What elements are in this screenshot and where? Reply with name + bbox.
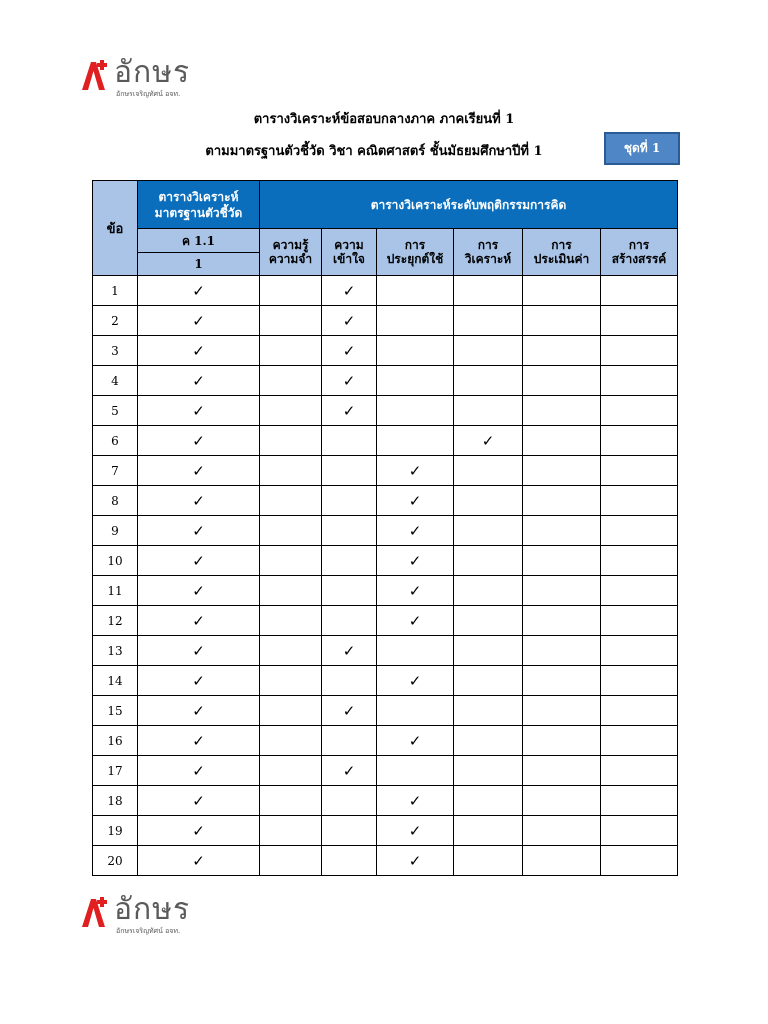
level-cell-1 (322, 666, 377, 696)
level-cell-1 (322, 546, 377, 576)
level-cell-2 (377, 426, 454, 456)
level-cell-1: ✓ (322, 636, 377, 666)
logo-a-icon (80, 58, 110, 92)
level-cell-2: ✓ (377, 786, 454, 816)
level-cell-2 (377, 696, 454, 726)
standard-check-cell: ✓ (138, 486, 260, 516)
row-number: 3 (93, 336, 138, 366)
level-cell-1 (322, 516, 377, 546)
level-cell-3 (454, 396, 523, 426)
level-cell-1 (322, 786, 377, 816)
level-cell-1 (322, 456, 377, 486)
level-cell-1: ✓ (322, 306, 377, 336)
level-cell-0 (260, 456, 322, 486)
row-number: 9 (93, 516, 138, 546)
level-cell-2: ✓ (377, 846, 454, 876)
level-cell-0 (260, 516, 322, 546)
level-cell-0 (260, 636, 322, 666)
standard-check-cell: ✓ (138, 546, 260, 576)
level-cell-4 (523, 366, 601, 396)
level-header-5: การ สร้างสรรค์ (601, 229, 678, 276)
level-cell-1: ✓ (322, 366, 377, 396)
col-header-behavior: ตารางวิเคราะห์ระดับพฤติกรรมการคิด (260, 181, 678, 229)
level-cell-3 (454, 816, 523, 846)
level-cell-2 (377, 636, 454, 666)
level-cell-3 (454, 726, 523, 756)
level-cell-0 (260, 306, 322, 336)
level-cell-4 (523, 816, 601, 846)
level-cell-3 (454, 666, 523, 696)
level-cell-0 (260, 846, 322, 876)
level-cell-5 (601, 576, 678, 606)
level-cell-0 (260, 546, 322, 576)
table-row (93, 516, 678, 546)
table-row (93, 456, 678, 486)
standard-check-cell: ✓ (138, 726, 260, 756)
standard-check-cell: ✓ (138, 576, 260, 606)
level-cell-3 (454, 846, 523, 876)
standard-check-cell: ✓ (138, 516, 260, 546)
level-cell-4 (523, 486, 601, 516)
level-cell-5 (601, 456, 678, 486)
standard-check-cell: ✓ (138, 396, 260, 426)
level-header-3: การ วิเคราะห์ (454, 229, 523, 276)
table-row (93, 786, 678, 816)
level-cell-4 (523, 336, 601, 366)
level-cell-1 (322, 576, 377, 606)
level-cell-0 (260, 396, 322, 426)
table-row (93, 636, 678, 666)
level-cell-3 (454, 276, 523, 306)
level-cell-5 (601, 396, 678, 426)
level-cell-0 (260, 816, 322, 846)
row-number: 12 (93, 606, 138, 636)
level-cell-5 (601, 486, 678, 516)
set-badge: ชุดที่ 1 (604, 132, 680, 165)
level-cell-1 (322, 816, 377, 846)
standard-check-cell: ✓ (138, 366, 260, 396)
level-cell-5 (601, 846, 678, 876)
level-cell-5 (601, 786, 678, 816)
level-cell-5 (601, 276, 678, 306)
level-cell-5 (601, 606, 678, 636)
standard-check-cell: ✓ (138, 606, 260, 636)
table-row (93, 366, 678, 396)
level-header-1: ความ เข้าใจ (322, 229, 377, 276)
table-row (93, 756, 678, 786)
row-number: 7 (93, 456, 138, 486)
table-row (93, 816, 678, 846)
level-cell-0 (260, 336, 322, 366)
standard-check-cell: ✓ (138, 306, 260, 336)
level-cell-1: ✓ (322, 276, 377, 306)
level-cell-2 (377, 276, 454, 306)
level-cell-5 (601, 636, 678, 666)
level-cell-5 (601, 516, 678, 546)
table-row (93, 666, 678, 696)
level-cell-4 (523, 576, 601, 606)
level-cell-0 (260, 606, 322, 636)
level-cell-5 (601, 756, 678, 786)
level-cell-2 (377, 756, 454, 786)
table-row (93, 576, 678, 606)
row-number: 5 (93, 396, 138, 426)
level-header-4: การ ประเมินค่า (523, 229, 601, 276)
standard-check-cell: ✓ (138, 696, 260, 726)
row-number: 20 (93, 846, 138, 876)
level-cell-2: ✓ (377, 726, 454, 756)
level-cell-5 (601, 666, 678, 696)
row-number: 8 (93, 486, 138, 516)
level-header-0: ความรู้ ความจำ (260, 229, 322, 276)
row-number: 17 (93, 756, 138, 786)
standard-check-cell: ✓ (138, 756, 260, 786)
level-cell-5 (601, 336, 678, 366)
level-cell-3 (454, 516, 523, 546)
level-cell-3 (454, 756, 523, 786)
level-cell-0 (260, 726, 322, 756)
table-row (93, 426, 678, 456)
logo-company-name: อักษรเจริญทัศน์ อจท. (116, 927, 181, 935)
level-cell-3 (454, 486, 523, 516)
row-number: 16 (93, 726, 138, 756)
page-title: ตารางวิเคราะห์ข้อสอบกลางภาค ภาคเรียนที่ 1 (253, 112, 515, 127)
col-header-standard: ตารางวิเคราะห์มาตรฐานตัวชี้วัด (138, 181, 260, 229)
row-number: 13 (93, 636, 138, 666)
table-row (93, 696, 678, 726)
level-cell-3 (454, 786, 523, 816)
level-cell-4 (523, 306, 601, 336)
table-row (93, 606, 678, 636)
level-cell-2: ✓ (377, 546, 454, 576)
level-cell-4 (523, 696, 601, 726)
page-subtitle: ตามมาตรฐานตัวชี้วัด วิชา คณิตศาสตร์ ชั้นมัธยมศึกษาปีที่ 1 (205, 144, 543, 159)
row-number: 6 (93, 426, 138, 456)
standard-code: ค 1.1 (138, 229, 260, 253)
table-row (93, 336, 678, 366)
level-cell-4 (523, 846, 601, 876)
level-cell-1: ✓ (322, 696, 377, 726)
level-header-2: การ ประยุกต์ใช้ (377, 229, 454, 276)
level-cell-2 (377, 336, 454, 366)
level-cell-5 (601, 726, 678, 756)
level-cell-4 (523, 426, 601, 456)
level-cell-2: ✓ (377, 606, 454, 636)
row-number: 2 (93, 306, 138, 336)
row-number: 10 (93, 546, 138, 576)
level-cell-2: ✓ (377, 576, 454, 606)
level-cell-1: ✓ (322, 756, 377, 786)
level-cell-2: ✓ (377, 516, 454, 546)
table-row (93, 486, 678, 516)
level-cell-4 (523, 456, 601, 486)
level-cell-0 (260, 276, 322, 306)
level-cell-0 (260, 486, 322, 516)
level-cell-4 (523, 666, 601, 696)
standard-check-cell: ✓ (138, 336, 260, 366)
logo-wordmark: อักษร (114, 892, 191, 927)
level-cell-5 (601, 366, 678, 396)
table-row (93, 546, 678, 576)
level-cell-1: ✓ (322, 336, 377, 366)
table-row (93, 846, 678, 876)
col-header-no: ข้อ (93, 181, 138, 276)
row-number: 15 (93, 696, 138, 726)
standard-check-cell: ✓ (138, 426, 260, 456)
level-cell-4 (523, 276, 601, 306)
level-cell-3 (454, 546, 523, 576)
level-cell-4 (523, 726, 601, 756)
table-row (93, 396, 678, 426)
level-cell-1: ✓ (322, 396, 377, 426)
table-row (93, 276, 678, 306)
level-cell-0 (260, 786, 322, 816)
level-cell-3 (454, 636, 523, 666)
level-cell-4 (523, 756, 601, 786)
logo-company-name: อักษรเจริญทัศน์ อจท. (116, 90, 181, 98)
level-cell-1 (322, 486, 377, 516)
level-cell-4 (523, 636, 601, 666)
level-cell-5 (601, 546, 678, 576)
company-logo-top (80, 55, 191, 100)
level-cell-3 (454, 696, 523, 726)
level-cell-4 (523, 546, 601, 576)
table-row (93, 306, 678, 336)
level-cell-0 (260, 576, 322, 606)
standard-check-cell: ✓ (138, 786, 260, 816)
level-cell-1 (322, 726, 377, 756)
level-cell-0 (260, 696, 322, 726)
level-cell-1 (322, 606, 377, 636)
level-cell-3 (454, 606, 523, 636)
company-logo-bottom (80, 892, 191, 937)
standard-check-cell: ✓ (138, 816, 260, 846)
level-cell-1 (322, 846, 377, 876)
level-cell-2: ✓ (377, 456, 454, 486)
level-cell-0 (260, 756, 322, 786)
logo-wordmark: อักษร (114, 55, 191, 90)
standard-check-cell: ✓ (138, 456, 260, 486)
level-cell-2 (377, 306, 454, 336)
level-cell-3: ✓ (454, 426, 523, 456)
level-cell-5 (601, 816, 678, 846)
level-cell-0 (260, 666, 322, 696)
row-number: 18 (93, 786, 138, 816)
standard-index: 1 (138, 253, 260, 276)
level-cell-2 (377, 366, 454, 396)
level-cell-3 (454, 456, 523, 486)
level-cell-0 (260, 426, 322, 456)
level-cell-1 (322, 426, 377, 456)
standard-check-cell: ✓ (138, 846, 260, 876)
level-cell-5 (601, 426, 678, 456)
level-cell-3 (454, 306, 523, 336)
level-cell-4 (523, 516, 601, 546)
level-cell-3 (454, 366, 523, 396)
standard-check-cell: ✓ (138, 276, 260, 306)
level-cell-4 (523, 786, 601, 816)
logo-a-icon (80, 895, 110, 929)
analysis-table (92, 180, 678, 876)
level-cell-4 (523, 396, 601, 426)
level-cell-2: ✓ (377, 816, 454, 846)
row-number: 19 (93, 816, 138, 846)
row-number: 14 (93, 666, 138, 696)
level-cell-2: ✓ (377, 666, 454, 696)
level-cell-2 (377, 396, 454, 426)
level-cell-3 (454, 576, 523, 606)
row-number: 11 (93, 576, 138, 606)
standard-check-cell: ✓ (138, 666, 260, 696)
standard-check-cell: ✓ (138, 636, 260, 666)
level-cell-2: ✓ (377, 486, 454, 516)
table-row (93, 726, 678, 756)
level-cell-5 (601, 306, 678, 336)
level-cell-0 (260, 366, 322, 396)
level-cell-3 (454, 336, 523, 366)
row-number: 1 (93, 276, 138, 306)
level-cell-4 (523, 606, 601, 636)
row-number: 4 (93, 366, 138, 396)
level-cell-5 (601, 696, 678, 726)
